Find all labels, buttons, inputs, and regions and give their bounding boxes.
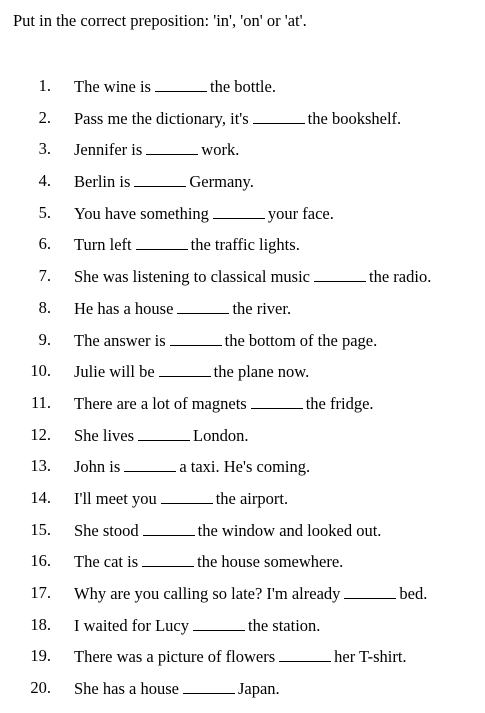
answer-blank[interactable] xyxy=(314,265,366,282)
answer-blank[interactable] xyxy=(183,677,235,694)
sentence xyxy=(74,614,320,637)
instruction-text: Put in the correct preposition: 'in', 'on' or 'at'. xyxy=(13,11,307,30)
sentence xyxy=(74,487,288,510)
sentence-end: the bottle. xyxy=(209,77,276,96)
answer-blank[interactable] xyxy=(253,107,305,124)
sentence-start: I waited for Lucy xyxy=(74,615,189,635)
sentence-end: Germany. xyxy=(189,172,254,192)
sentence xyxy=(74,138,239,161)
sentence-start: The answer is xyxy=(74,330,166,350)
sentence-start: He has a house xyxy=(74,298,174,318)
answer-blank[interactable] xyxy=(251,392,303,409)
exercise-item xyxy=(0,75,485,107)
item-number: 12. xyxy=(30,424,51,444)
answer-blank[interactable] xyxy=(143,519,195,536)
item-number: 4. xyxy=(38,171,51,191)
sentence-start: She lives xyxy=(74,425,135,445)
sentence-end: the plane now. xyxy=(213,362,310,382)
answer-blank[interactable] xyxy=(146,138,198,155)
answer-blank[interactable] xyxy=(134,170,186,187)
item-number: 10. xyxy=(30,361,51,381)
item-number: 8. xyxy=(38,297,51,317)
item-number: 15. xyxy=(30,519,51,539)
sentence-end: her T-shirt. xyxy=(334,647,407,667)
sentence-start: Pass me the dictionary, it's xyxy=(74,108,249,128)
exercise-item xyxy=(0,360,485,392)
answer-blank[interactable] xyxy=(279,645,331,662)
answer-blank[interactable] xyxy=(193,614,245,631)
sentence-end: the bookshelf. xyxy=(307,108,402,128)
sentence-end: the house somewhere. xyxy=(197,552,344,572)
exercise-item xyxy=(0,138,485,170)
sentence xyxy=(74,519,381,542)
sentence-end: the river. xyxy=(232,298,292,318)
item-number: 2. xyxy=(38,107,51,127)
item-number: 16. xyxy=(30,551,51,571)
answer-blank[interactable] xyxy=(161,487,213,504)
sentence-start: Turn left xyxy=(74,235,132,255)
item-number: 1. xyxy=(38,76,51,95)
sentence-start: She stood xyxy=(74,520,139,540)
answer-blank[interactable] xyxy=(142,550,194,567)
sentence-start: Why are you calling so late? I'm already xyxy=(74,584,341,603)
exercise-item xyxy=(0,677,485,709)
sentence-end: the radio. xyxy=(369,267,432,287)
sentence-start: The wine is xyxy=(74,77,151,96)
sentence-start: Julie will be xyxy=(74,362,155,382)
sentence-end: the airport. xyxy=(215,488,289,508)
sentence-start: I'll meet you xyxy=(74,488,157,508)
answer-blank[interactable] xyxy=(344,582,396,599)
sentence xyxy=(74,75,276,98)
sentence-end: the fridge. xyxy=(305,393,374,413)
exercise-item xyxy=(0,170,485,202)
item-number: 11. xyxy=(30,392,51,412)
item-number: 19. xyxy=(30,646,51,666)
exercise-item xyxy=(0,424,485,456)
sentence xyxy=(74,455,310,478)
answer-blank[interactable] xyxy=(138,424,190,441)
item-number: 5. xyxy=(38,202,51,222)
answer-blank[interactable] xyxy=(124,455,176,472)
sentence xyxy=(74,392,374,415)
answer-blank[interactable] xyxy=(177,297,229,314)
sentence-end: the traffic lights. xyxy=(190,235,300,255)
sentence xyxy=(74,582,427,605)
exercise-item xyxy=(0,487,485,519)
sentence xyxy=(74,233,300,256)
sentence xyxy=(74,297,291,320)
item-number: 17. xyxy=(30,583,51,602)
sentence xyxy=(74,677,280,700)
answer-blank[interactable] xyxy=(155,75,207,92)
exercise-item xyxy=(0,265,485,297)
sentence-end: the bottom of the page. xyxy=(224,330,378,350)
sentence-start: She has a house xyxy=(74,679,179,699)
sentence-end: the window and looked out. xyxy=(197,520,382,540)
exercise-item xyxy=(0,614,485,646)
exercise-item xyxy=(0,550,485,582)
answer-blank[interactable] xyxy=(136,233,188,250)
item-number: 14. xyxy=(30,487,51,507)
exercise-list xyxy=(0,75,485,709)
answer-blank[interactable] xyxy=(213,202,265,219)
item-number: 3. xyxy=(38,139,51,159)
sentence-start: She was listening to classical music xyxy=(74,267,311,287)
sentence-start: You have something xyxy=(74,203,209,223)
sentence xyxy=(74,202,334,225)
sentence-end: Japan. xyxy=(237,679,280,699)
sentence-start: Jennifer is xyxy=(74,140,143,160)
item-number: 13. xyxy=(30,456,51,476)
item-number: 7. xyxy=(38,266,51,286)
item-number: 9. xyxy=(38,329,51,349)
sentence-end: work. xyxy=(201,140,240,160)
item-number: 18. xyxy=(30,614,51,634)
sentence-end: a taxi. He's coming. xyxy=(179,457,311,477)
sentence-start: There are a lot of magnets xyxy=(74,393,247,413)
sentence xyxy=(74,645,407,668)
sentence-start: Berlin is xyxy=(74,172,131,192)
sentence xyxy=(74,360,309,383)
sentence-end: bed. xyxy=(399,584,428,603)
exercise-item xyxy=(0,519,485,551)
exercise-item xyxy=(0,392,485,424)
sentence-end: London. xyxy=(193,425,249,445)
sentence-end: the station. xyxy=(248,615,321,635)
exercise-item xyxy=(0,582,485,614)
sentence-start: John is xyxy=(74,457,121,477)
sentence-end: your face. xyxy=(267,203,334,223)
sentence xyxy=(74,170,254,193)
sentence xyxy=(74,424,249,447)
exercise-item xyxy=(0,455,485,487)
item-number: 6. xyxy=(38,234,51,254)
sentence xyxy=(74,265,431,288)
sentence-start: There was a picture of flowers xyxy=(74,647,276,667)
exercise-item xyxy=(0,107,485,139)
answer-blank[interactable] xyxy=(159,360,211,377)
sentence xyxy=(74,107,401,130)
exercise-item xyxy=(0,233,485,265)
sentence xyxy=(74,329,377,352)
item-number: 20. xyxy=(30,678,51,698)
answer-blank[interactable] xyxy=(170,329,222,346)
exercise-item xyxy=(0,202,485,234)
sentence-start: The cat is xyxy=(74,552,139,572)
sentence xyxy=(74,550,343,573)
exercise-item xyxy=(0,329,485,361)
exercise-item xyxy=(0,297,485,329)
exercise-item xyxy=(0,645,485,677)
